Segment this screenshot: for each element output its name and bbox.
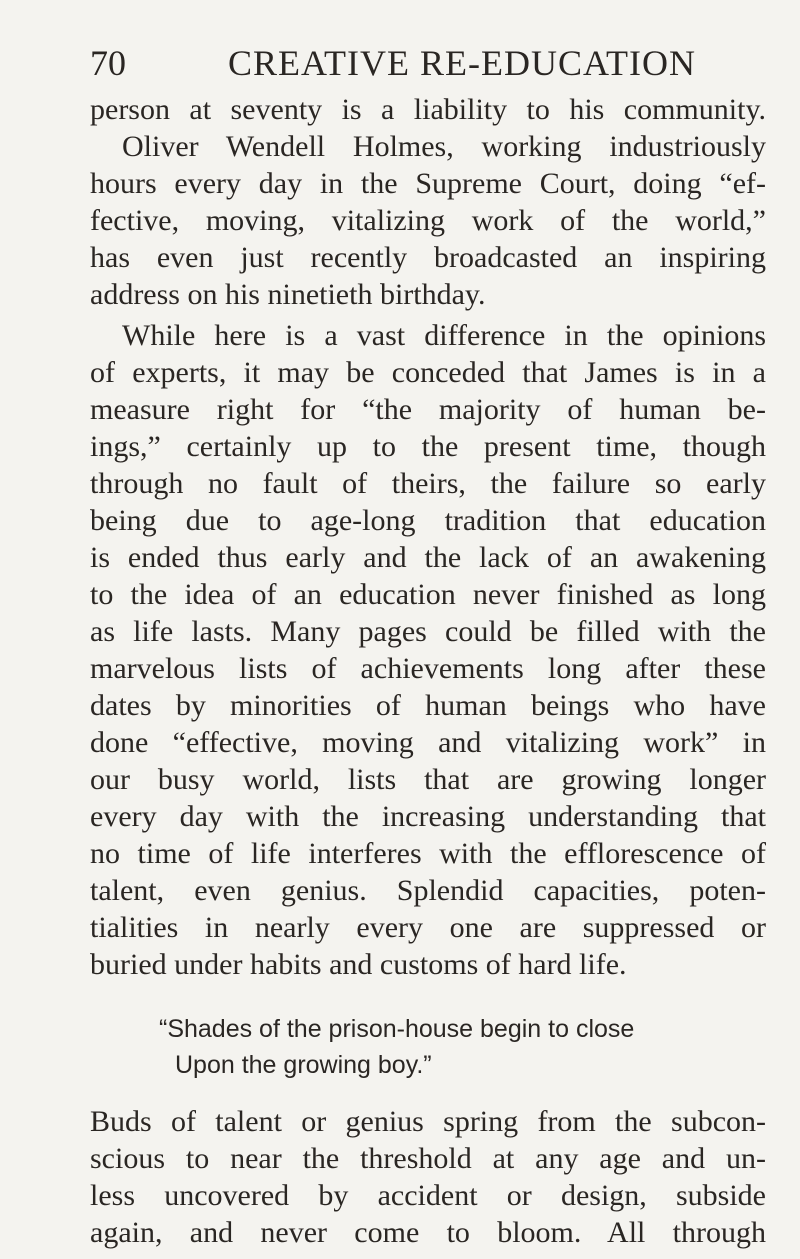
text-line: dates by minorities of human beings who have [90, 689, 766, 722]
text-line: address on his ninetieth birthday. [90, 278, 486, 311]
page-number: 70 [90, 43, 126, 83]
text-line: buried under habits and customs of hard life. [90, 948, 627, 981]
text-line: fective, moving, vitalizing work of the world,” [90, 204, 766, 237]
text-line: done “effective, moving and vitalizing work” in [90, 726, 766, 759]
text-line: person at seventy is a liability to his community. [90, 93, 766, 126]
text-line: to the idea of an education never finished as long [90, 578, 766, 611]
text-line: being due to age-long tradition that education [90, 504, 766, 537]
text-line: While here is a vast difference in the opinions [122, 319, 766, 352]
text-line: through no fault of theirs, the failure so early [90, 467, 766, 500]
verse-line: Upon the growing boy.” [175, 1051, 432, 1079]
text-line: less uncovered by accident or design, subside [90, 1179, 766, 1212]
text-line: ings,” certainly up to the present time, though [90, 430, 766, 463]
text-line: again, and never come to bloom. All through [90, 1216, 766, 1249]
text-line: hours every day in the Supreme Court, doing “ef- [90, 167, 766, 200]
text-line: our busy world, lists that are growing longer [90, 763, 766, 796]
text-line: no time of life interferes with the efflorescence of [90, 837, 766, 870]
text-line: talent, even genius. Splendid capacities, poten- [90, 874, 766, 907]
text-line: tialities in nearly every one are suppressed or [90, 911, 766, 944]
text-line: has even just recently broadcasted an inspiring [90, 241, 766, 274]
text-line: of experts, it may be conceded that James is in a [90, 356, 766, 389]
text-line: scious to near the threshold at any age and un- [90, 1142, 766, 1175]
text-line: Oliver Wendell Holmes, working industriously [122, 130, 766, 163]
page-header [90, 38, 770, 88]
text-line: Buds of talent or genius spring from the subcon- [90, 1105, 766, 1138]
text-line: measure right for “the majority of human be- [90, 393, 766, 426]
text-line: every day with the increasing understanding that [90, 800, 766, 833]
verse-line: “Shades of the prison-house begin to close [159, 1015, 635, 1043]
text-line: is ended thus early and the lack of an awakening [90, 541, 766, 574]
text-line: as life lasts. Many pages could be filled with the [90, 615, 766, 648]
running-title: CREATIVE RE-EDUCATION [228, 43, 696, 83]
text-line: marvelous lists of achievements long after these [90, 652, 766, 685]
